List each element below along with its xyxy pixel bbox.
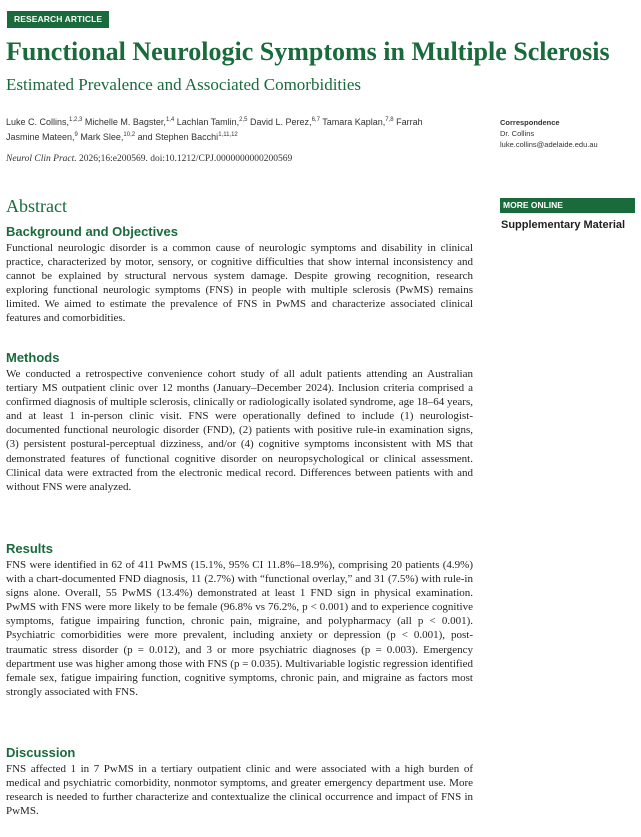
results-text: FNS were identified in 62 of 411 PwMS (15.1%, 95% CI 11.8%–18.9%), comprising 20 patients (4.9%) with a chart-documented FND diagnosis, 11 (2.7%) with “functional overlay,” and 31 (7.5%) with rule-in signs alone. Overall, 55 PwMS (13.4%) demonstrated at least 1 FND sign in physical examination. PwMS with FNS were more likely to be female (96.8% vs 76.2%, p < 0.001) and to experience cognitive symptoms, fatigue impairing function, chronic pain, migraine, and polypharmacy (all p < 0.001). Psychiatric comorbidities were more prevalent, including anxiety or depression (p < 0.001), post-traumatic stress disorder (p = 0.012), and 3 or more psychiatric diagnoses (p = 0.003). Emergency department use was higher among those with FNS (p = 0.035). Multivariable logistic regression identified female sex, fatigue impairing function, cognitive symptoms, chronic pain, and migraine as factors most strongly associated with FNS. xyxy=(6,559,473,698)
article-subtitle: Estimated Prevalence and Associated Comorbidities xyxy=(6,75,362,94)
author-name: Tamara Kaplan, xyxy=(322,117,386,127)
author-affiliation: 1,2,3 xyxy=(69,117,83,123)
journal-name: Neurol Clin Pract. xyxy=(6,154,77,164)
discussion-text: FNS affected 1 in 7 PwMS in a tertiary outpatient clinic and were associated with a high burden of medical and psychiatric comorbidity, nonmotor symptoms, and greater emergency department use. More research is needed to further characterize and contextualize the clinical occurrence and impact of FNS in PwMS. xyxy=(6,763,473,818)
background-section xyxy=(6,224,473,326)
discussion-heading: Discussion xyxy=(6,745,76,760)
correspondence-block xyxy=(500,117,635,150)
background-text: Functional neurologic disorder is a common cause of neurologic symptoms and disability in clinical practice, characterized by motor, sensory, or cognitive difficulties that show internal inconsistency and cannot be explained by structural nervous system damage. Despite growing recognition, research exploring functional neurologic symptoms (FNS) in people with multiple sclerosis (PwMS) remains limited. We aimed to estimate the prevalence of FNS in PwMS and characterize associated clinical features and comorbidities. xyxy=(6,242,473,325)
author xyxy=(85,117,174,127)
author-affiliation: 10,2 xyxy=(123,132,136,138)
author xyxy=(80,132,135,142)
methods-text: We conducted a retrospective convenience cohort study of all adult patients attending an Australian tertiary MS outpatient clinic over 12 months (January–December 2024). Inclusion criteria comprised a confirmed diagnosis of multiple sclerosis, clinically or radiologically isolated syndrome, age 18–64 years, and at least 1 in-person clinic visit. FNS were operationally defined to include (1) neurologist-documented functional neurologic disorder (FND), (2) patients with positive rule-in examination signs, (3) persistent postural-perceptual dizziness, and/or (4) cognitive symptoms inconsistent with MS that demonstrated features of functional cognitive disorder on neuropsychological or clinical assessment. Clinical data were extracted from the electronic medical record. Differences between patients with and without FNS were analyzed. xyxy=(6,368,473,493)
author-name: Luke C. Collins, xyxy=(6,117,70,127)
correspondence-heading: Correspondence xyxy=(500,118,560,127)
author-list xyxy=(6,115,456,145)
abstract-heading: Abstract xyxy=(6,196,67,216)
author-name: Mark Slee, xyxy=(80,132,124,142)
results-section xyxy=(6,541,473,699)
more-online-bar: MORE ONLINE xyxy=(500,198,635,213)
methods-section xyxy=(6,350,473,494)
author xyxy=(250,117,320,127)
author xyxy=(6,117,82,127)
background-heading: Background and Objectives xyxy=(6,224,178,239)
author-affiliation: 7,8 xyxy=(385,117,394,123)
article-title: Functional Neurologic Symptoms in Multiple Sclerosis xyxy=(6,37,610,66)
author xyxy=(138,132,238,142)
author-name: Lachlan Tamlin, xyxy=(176,117,240,127)
methods-heading: Methods xyxy=(6,350,60,365)
author-name: David L. Perez, xyxy=(250,117,312,127)
correspondence-email[interactable]: luke.collins@adelaide.edu.au xyxy=(500,140,598,149)
correspondence-name: Dr. Collins xyxy=(500,129,535,138)
author-affiliation: 1,11,12 xyxy=(218,132,238,138)
author-name: Michelle M. Bagster, xyxy=(84,117,166,127)
author xyxy=(322,117,393,127)
citation xyxy=(6,153,292,166)
results-heading: Results xyxy=(6,541,53,556)
citation-details: 2026;16:e200569. doi:10.1212/CPJ.0000000000200569 xyxy=(76,154,293,164)
author-affiliation: 6,7 xyxy=(311,117,320,123)
author-affiliation: 2,5 xyxy=(239,117,248,123)
author-name: and Stephen Bacchi xyxy=(137,132,219,142)
supplementary-material-link[interactable]: Supplementary Material xyxy=(501,219,626,231)
author-affiliation: 1,4 xyxy=(165,117,175,123)
author-name: Farrah Jasmine Mateen, xyxy=(6,117,423,142)
author xyxy=(177,117,248,127)
article-type-badge: RESEARCH ARTICLE xyxy=(7,11,109,28)
author-affiliation: 9 xyxy=(74,132,78,138)
discussion-section xyxy=(6,745,473,818)
